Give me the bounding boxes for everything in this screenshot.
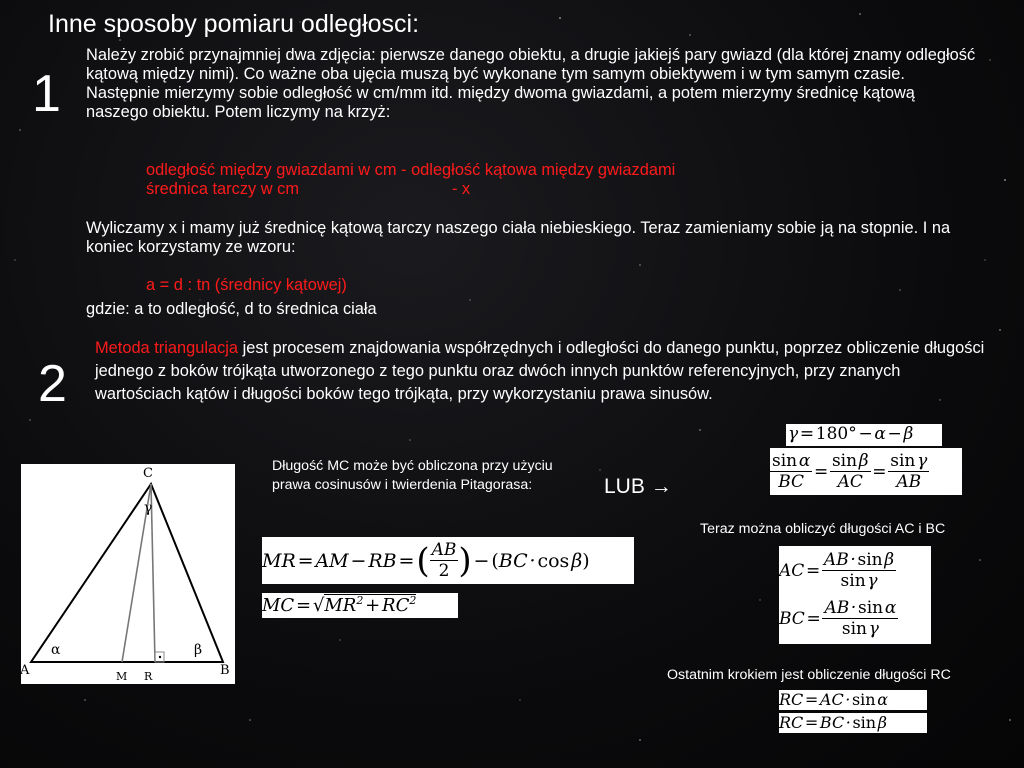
slide-title: Inne sposoby pomiaru odległosci: (48, 10, 420, 38)
proportion-line-2-left: średnica tarczy w cm (146, 180, 300, 198)
arrow-right-icon: → (650, 475, 672, 498)
proportion-line-1: odległość między gwiazdami w cm - odległość kątowa między gwiazdami (146, 161, 676, 179)
gamma-formula-panel: γ = 180° − α − β (786, 424, 942, 446)
lub-text: LUB (604, 475, 645, 498)
formula-legend: gdzie: a to odległość, d to średnica ciała (86, 300, 377, 318)
triangle-diagram (21, 464, 235, 684)
section-1-number: 1 (32, 65, 61, 123)
triangle-drawing (21, 464, 235, 684)
point-m-label: M (116, 670, 128, 683)
lub-label (604, 475, 672, 499)
mc-formula-panel: MC = $√MR^2$ + $RC^2$ (262, 593, 458, 618)
vertex-c-label: C (143, 466, 153, 481)
sine-law-panel: $\frac{\text{sin α}}{BC}$ = $\frac{\text{sin β}}{AC}$ = $\frac{\text{sin γ}}{AB}$ (770, 448, 962, 495)
angle-alpha-label: α (51, 642, 61, 658)
proportion-line-2-right: - x (452, 180, 471, 198)
mc-note: Długość MC może być obliczona przy użyciu prawa cosinusów i twierdenia Pitagorasa: (272, 458, 553, 493)
mr-formula-panel: MR = AM − RB = ( AB 2 ) − (BC · cos β) (262, 537, 634, 584)
distance-formula: a = d : tn (średnicy kątowej) (146, 276, 347, 294)
ac-bc-formula-panel: AC = $\frac{\text{AB · sin β}}{\text{sin γ}}$ BC = $\frac{\text{AB · sin α}}{\text{sin γ}}$ (779, 546, 931, 644)
ac-bc-note: Teraz można obliczyć długości AC i BC (700, 521, 946, 537)
triangulation-text: jest procesem znajdowania współrzędnych i odległości do danego punktu, poprzez obliczenie długości jednego z boków trójkąta utworzonego z tego punktu oraz dwóch innych punktów referencyjnych, przy znanych wartościach kątów i długości boków tego trójkąta, przy wykorzystaniu prawa sinusów. (95, 339, 985, 403)
section-1-paragraph: Należy zrobić przynajmniej dwa zdjęcia: pierwsze danego obiektu, a drugie jakiejś pary gwiazd (dla której znamy odległość kątową między nimi). Co ważne oba ujęcia muszą być wykonane tym samym obiektywem i w tym samym czasie. Następnie mierzymy sobie odległość w cm/mm itd. między dwoma gwiazdami, a potem mierzymy średnicę kątową naszego obiektu. Potem liczymy na krzyż: (86, 46, 976, 121)
section-2-paragraph (95, 337, 990, 406)
section-1-paragraph-2: Wyliczamy x i mamy już średnicę kątową tarczy naszego ciała niebieskiego. Teraz zamieniamy sobie ją na stopnie. I na koniec korzystamy ze wzoru: (86, 219, 951, 256)
angle-beta-label: β (194, 642, 203, 658)
rc-formula-1-panel: RC = AC · sin α (779, 690, 927, 710)
vertex-b-label: B (220, 663, 230, 678)
section-2-number: 2 (38, 355, 67, 413)
angle-gamma-label: γ (144, 500, 153, 516)
triangulation-highlight: Metoda triangulacja (95, 339, 239, 357)
vertex-a-label: A (20, 663, 30, 678)
rc-formula-2-panel: RC = BC · sin β (779, 713, 927, 733)
rc-note: Ostatnim krokiem jest obliczenie długości RC (667, 667, 951, 683)
point-r-label: R (144, 670, 153, 683)
